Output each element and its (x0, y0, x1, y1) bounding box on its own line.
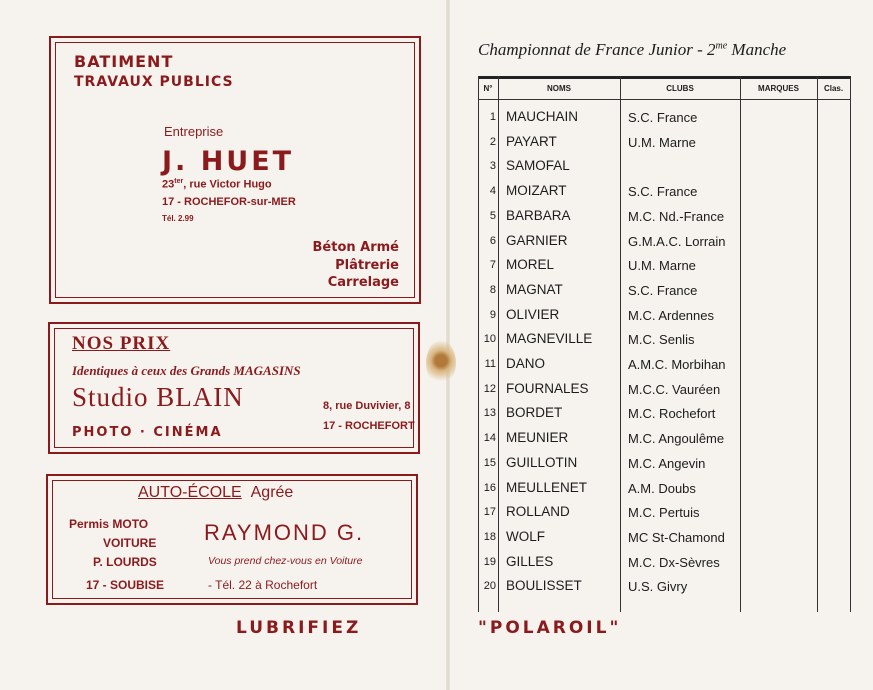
page-title: Championnat de France Junior - $2^{me}$ Manche (478, 40, 787, 59)
ad-tagline: Identiques à ceux des Grands MAGASINS (72, 363, 301, 378)
row-number: 18 (483, 530, 496, 543)
row-number: 15 (483, 456, 496, 469)
ad-studio-blain (48, 322, 420, 454)
table-row (478, 427, 851, 452)
row-number: 11 (484, 358, 496, 370)
table-row (478, 477, 851, 502)
club-name: M.C. Angevin (628, 455, 706, 471)
row-number: 19 (483, 555, 496, 568)
rider-name: FOURNALES (506, 380, 589, 396)
table-top-rule (478, 76, 851, 79)
row-number: 7 (489, 259, 496, 272)
row-number: 1 (489, 111, 496, 123)
table-row (478, 131, 851, 156)
club-name: A.M. Doubs (628, 480, 696, 496)
service-plaster: Plâtrerie (335, 258, 399, 273)
row-number: 3 (489, 160, 496, 173)
rider-name: MEUNIER (506, 430, 569, 446)
club-name: S.C. France (628, 282, 698, 298)
rider-name: SAMOFAL (506, 158, 570, 174)
club-name: M.C. Dx-Sèvres (628, 554, 720, 570)
ad-heading: NOS PRIX (72, 333, 171, 354)
row-number: 6 (489, 234, 496, 247)
club-name: M.C. Ardennes (628, 307, 714, 323)
rider-name: MOREL (506, 257, 555, 273)
table-row (478, 279, 851, 304)
service-tiling: Carrelage (327, 275, 399, 290)
studio-city: 17 - ROCHEFORT (323, 420, 415, 432)
permis-line3: P. LOURDS (93, 555, 157, 569)
club-name: G.M.A.C. Lorrain (628, 233, 726, 249)
row-number: 17 (483, 506, 496, 519)
rider-name: MEULLENET (506, 479, 588, 495)
row-number: 2 (489, 135, 496, 148)
table-row (478, 452, 851, 477)
driving-school-phone: - Tél. 22 à Rochefort (208, 578, 318, 592)
row-number: 12 (483, 382, 496, 395)
rider-name: BARBARA (506, 207, 571, 223)
table-row (478, 304, 851, 329)
header-no: N° (483, 84, 493, 93)
rider-name: MAUCHAIN (506, 109, 579, 124)
table-row (478, 378, 851, 403)
phone: Tél. 2.99 (162, 214, 194, 223)
row-number: 14 (483, 432, 496, 445)
studio-name: Studio BLAIN (72, 382, 244, 412)
rider-name: DANO (506, 356, 546, 371)
city-line: 17 - ROCHEFOR-sur-MER (162, 196, 296, 208)
table-row (478, 106, 851, 131)
ad-heading: AUTO-ÉCOLE Agrée (138, 484, 294, 501)
row-number: 9 (489, 308, 496, 321)
rider-name: PAYART (506, 133, 557, 149)
rider-name: MAGNEVILLE (506, 331, 593, 347)
club-name: M.C. Pertuis (628, 505, 700, 521)
rider-name: MOIZART (506, 183, 567, 199)
service-concrete: Béton Armé (312, 240, 399, 255)
club-name: M.C. Rochefort (628, 406, 716, 422)
table-row (478, 551, 851, 576)
header-rank: Clas. (823, 84, 844, 93)
club-name: S.C. France (628, 184, 698, 200)
rider-name: BOULISSET (506, 578, 582, 594)
club-name: M.C. Senlis (628, 332, 695, 348)
table-row (478, 205, 851, 230)
row-number: 10 (483, 333, 496, 346)
permis-line1: Permis MOTO (69, 517, 149, 531)
street-address: $23^{ter}$, rue Victor Hugo (162, 178, 272, 191)
ad-heading-line1: BATIMENT (74, 52, 174, 71)
club-name: MC St-Chamond (628, 529, 725, 545)
row-number: 13 (483, 407, 496, 420)
header-rule (478, 99, 851, 100)
slogan-right: "POLAROIL" (478, 618, 622, 638)
studio-address: 8, rue Duvivier, 8 (323, 400, 411, 412)
rider-name: GUILLOTIN (506, 454, 578, 470)
club-name: M.C.C. Vauréen (628, 381, 721, 397)
table-row (478, 328, 851, 353)
entry-list-table (478, 76, 851, 612)
header-makes: MARQUES (758, 84, 799, 93)
slogan-left: LUBRIFIEZ (236, 618, 362, 638)
table-row (478, 501, 851, 526)
table-row (478, 353, 851, 378)
header-names: NOMS (547, 84, 571, 93)
ad-heading-line2: TRAVAUX PUBLICS (74, 74, 234, 90)
row-number: 5 (489, 209, 496, 222)
table-row (478, 254, 851, 279)
club-name: S.C. France (628, 110, 698, 125)
club-name: M.C. Angoulême (628, 431, 725, 447)
club-name: U.M. Marne (628, 258, 696, 274)
ad-auto-ecole (46, 474, 418, 605)
table-row (478, 155, 851, 180)
driving-school-slogan: Vous prend chez-vous en Voiture (208, 555, 363, 567)
company-name: J. HUET (162, 146, 295, 177)
table-row (478, 575, 851, 600)
club-name: U.S. Givry (628, 579, 688, 595)
club-name: A.M.C. Morbihan (628, 357, 726, 372)
rider-name: BORDET (506, 405, 563, 421)
rider-name: GILLES (506, 553, 554, 569)
row-number: 8 (489, 283, 496, 296)
table-row (478, 180, 851, 205)
table-row (478, 526, 851, 551)
club-name: U.M. Marne (628, 134, 696, 150)
studio-services: PHOTO · CINÉMA (72, 425, 223, 440)
permis-line2: VOITURE (103, 536, 157, 550)
header-clubs: CLUBS (666, 84, 694, 93)
rider-name: OLIVIER (506, 306, 560, 322)
paper-stain (426, 340, 456, 386)
table-row (478, 230, 851, 255)
ad-huet-construction (49, 36, 421, 304)
entreprise-label: Entreprise (164, 124, 224, 139)
club-name: M.C. Nd.-France (628, 208, 725, 224)
rider-name: ROLLAND (506, 504, 570, 520)
driving-school-name: RAYMOND G. (204, 520, 365, 545)
rider-name: WOLF (506, 528, 545, 544)
row-number: 20 (483, 580, 496, 593)
driving-school-city: 17 - SOUBISE (86, 578, 165, 592)
rider-name: GARNIER (506, 232, 568, 248)
row-number: 16 (483, 481, 496, 494)
table-row (478, 402, 851, 427)
rider-name: MAGNAT (506, 281, 563, 297)
row-number: 4 (489, 185, 496, 198)
